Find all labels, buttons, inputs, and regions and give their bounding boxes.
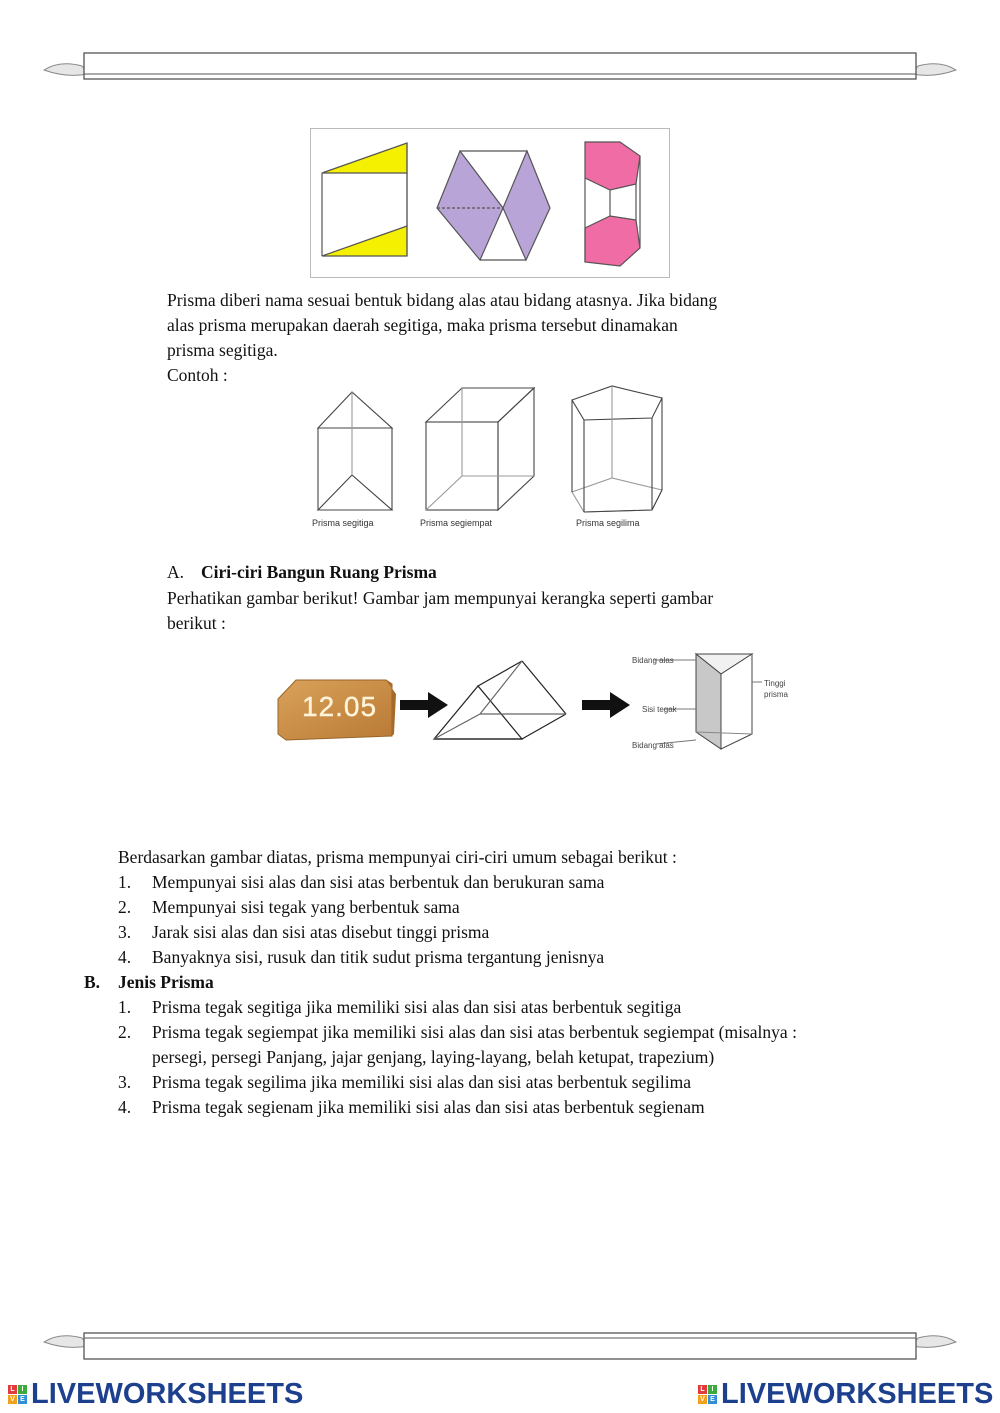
list-item	[118, 920, 938, 945]
intro-line-contoh: Contoh :	[167, 365, 228, 385]
list-item	[118, 1070, 978, 1095]
liveworksheets-logo-icon: L I V E	[8, 1385, 27, 1404]
liveworksheets-logo-left[interactable]	[8, 1378, 303, 1411]
wireframe-pentagonal-prism	[572, 386, 662, 512]
label-prisma: prisma	[764, 690, 789, 699]
wireframe-triangular-prism	[318, 392, 392, 510]
list-text: Mempunyai sisi alas dan sisi atas berbentuk dan berukuran sama	[152, 872, 605, 892]
label-sisi-tegak: Sisi tegak	[642, 705, 677, 714]
clock-to-prism-figure	[276, 644, 816, 754]
intro-line: alas prisma merupakan daerah segitiga, maka prisma tersebut dinamakan	[167, 315, 678, 335]
section-a-marker: A.	[167, 562, 185, 582]
liveworksheets-logo-icon: L I V E	[698, 1385, 717, 1404]
list-item	[118, 945, 938, 970]
arrow-right-icon	[582, 692, 630, 718]
list-item	[118, 870, 938, 895]
list-text: persegi, persegi Panjang, jajar genjang, laying-layang, belah ketupat, trapezium)	[152, 1047, 715, 1067]
liveworksheets-logo-text: LIVEWORKSHEETS	[721, 1378, 994, 1410]
bottom-scroll-banner	[38, 1328, 962, 1368]
label-prisma-segitiga: Prisma segitiga	[312, 518, 374, 528]
list-text: Banyaknya sisi, rusuk dan titik sudut prisma tergantung jenisnya	[152, 947, 605, 967]
label-bidang-alas-top: Bidang alas	[632, 656, 674, 665]
list-text: Jarak sisi alas dan sisi atas disebut tinggi prisma	[152, 922, 490, 942]
label-tinggi: Tinggi	[764, 679, 786, 688]
label-bidang-alas-bottom: Bidang alas	[632, 741, 674, 750]
intro-line: Prisma diberi nama sesuai bentuk bidang alas atau bidang atasnya. Jika bidang	[167, 290, 718, 310]
wireframe-cube	[426, 388, 534, 510]
section-b-marker: B.	[84, 972, 101, 992]
list-text: Prisma tegak segilima jika memiliki sisi alas dan sisi atas berbentuk segilima	[152, 1072, 691, 1092]
section-b-title: Jenis Prisma	[118, 972, 214, 992]
list-number: 4.	[118, 947, 132, 967]
section-a-line: berikut :	[167, 613, 226, 633]
section-a-line: Perhatikan gambar berikut! Gambar jam mempunyai kerangka seperti gambar	[167, 588, 714, 608]
list-text: Mempunyai sisi tegak yang berbentuk sama	[152, 897, 460, 917]
colored-prisms-figure	[310, 128, 670, 278]
list-text: Prisma tegak segienam jika memiliki sisi alas dan sisi atas berbentuk segienam	[152, 1097, 705, 1117]
top-scroll-banner	[38, 48, 962, 88]
section-a-paragraph	[167, 586, 867, 636]
intro-paragraph	[167, 288, 867, 388]
list-number: 3.	[118, 922, 132, 942]
list-item	[118, 895, 938, 920]
liveworksheets-logo-right[interactable]	[698, 1378, 993, 1411]
list-text: Prisma tegak segitiga jika memiliki sisi alas dan sisi atas berbentuk segitiga	[152, 997, 682, 1017]
section-a-title: Ciri-ciri Bangun Ruang Prisma	[201, 562, 437, 582]
list-number: 4.	[118, 1097, 132, 1117]
list-item-continuation	[118, 1045, 978, 1070]
section-b-heading	[84, 970, 214, 995]
clock-display: 12.05	[302, 691, 378, 722]
list-text: Prisma tegak segiempat jika memiliki sisi alas dan sisi atas berbentuk segiempat (misalnya :	[152, 1022, 797, 1042]
list-item	[118, 1020, 978, 1045]
list-number: 3.	[118, 1072, 132, 1092]
label-prisma-segilima: Prisma segilima	[576, 518, 640, 528]
list-number: 1.	[118, 872, 132, 892]
wireframe-lying-prism	[434, 661, 566, 739]
section-a-heading	[167, 560, 437, 585]
list-item	[118, 1095, 978, 1120]
intro-line: prisma segitiga.	[167, 340, 278, 360]
liveworksheets-logo-text: LIVEWORKSHEETS	[31, 1378, 304, 1410]
list-number: 1.	[118, 997, 132, 1017]
list-item	[118, 995, 978, 1020]
section-b-list	[118, 995, 978, 1120]
list-number: 2.	[118, 897, 132, 917]
label-prisma-segiempat: Prisma segiempat	[420, 518, 493, 528]
list-number: 2.	[118, 1022, 132, 1042]
labelled-prism	[654, 654, 762, 749]
characteristics-intro: Berdasarkan gambar diatas, prisma mempunyai ciri-ciri umum sebagai berikut :	[118, 847, 677, 867]
arrow-right-icon	[400, 692, 448, 718]
characteristics-block	[118, 845, 938, 970]
